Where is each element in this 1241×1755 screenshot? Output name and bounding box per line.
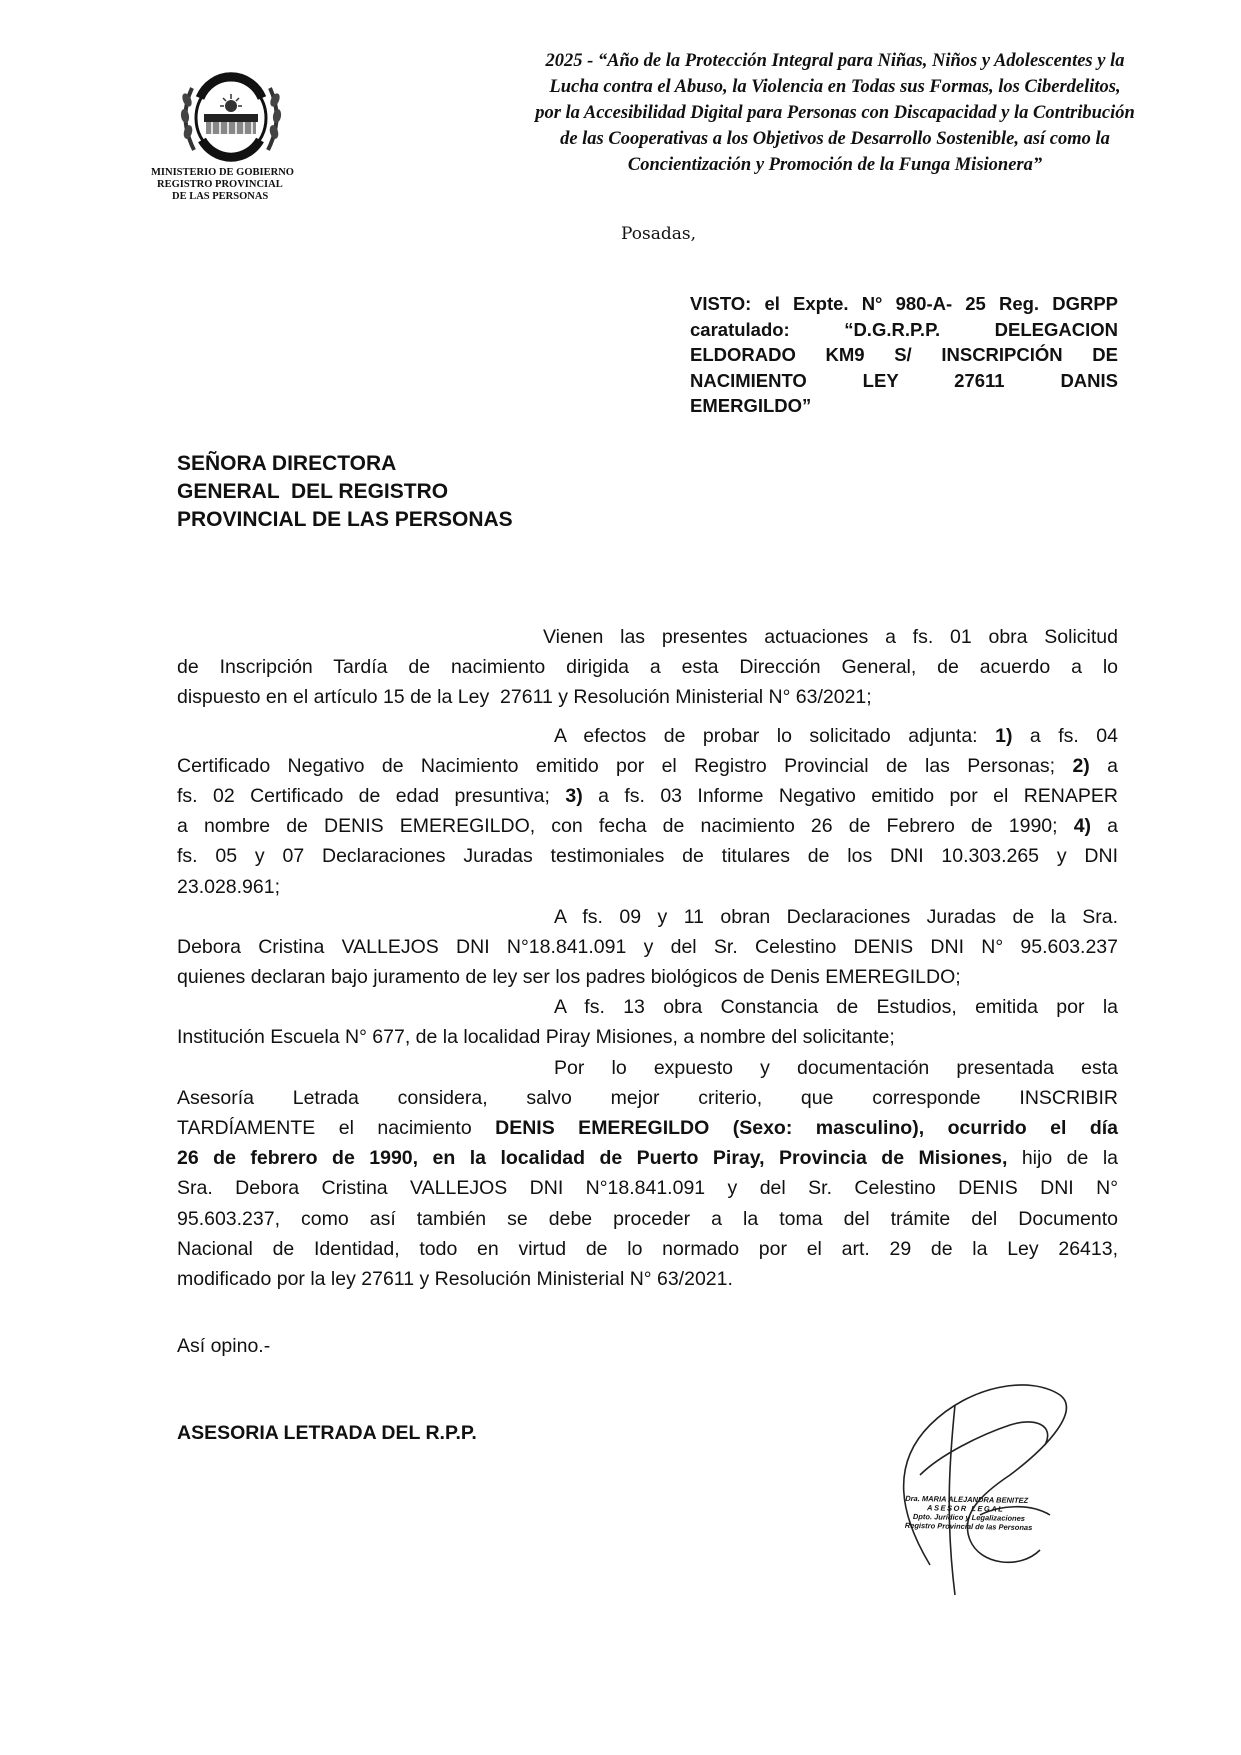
stamp-line: Dpto. Jurídico y Legalizaciones — [912, 1512, 1026, 1523]
text: a fs. 04 — [1012, 724, 1118, 747]
stamp-line: ASESOR LEGAL — [927, 1503, 1005, 1514]
ministry-line: DE LAS PERSONAS — [172, 191, 269, 202]
item-number: 4) — [1073, 815, 1092, 838]
year-motto — [480, 48, 1190, 178]
body-line: Vienen las presentes actuaciones a fs. 01 obra Solicitud — [543, 626, 1118, 648]
official-stamp — [905, 1494, 1036, 1532]
body-line: Sra. Debora Cristina VALLEJOS DNI N°18.841.091 y del Sr. Celestino DENIS DNI N° — [177, 1177, 1118, 1200]
motto-line: de las Cooperativas a los Objetivos de Desarrollo Sostenible, así como la — [560, 129, 1110, 149]
body-line — [177, 781, 1118, 811]
body-line: Nacional de Identidad, todo en virtud de lo normado por el art. 29 de la Ley 26413, — [177, 1237, 1118, 1260]
document-body — [177, 622, 1118, 1294]
emphasis: DENIS EMEREGILDO (Sexo: masculino), ocurrido el día — [495, 1117, 1118, 1139]
body-line: Asesoría Letrada considera, salvo mejor criterio, que corresponde INSCRIBIR — [177, 1086, 1118, 1109]
body-line — [177, 1113, 1118, 1143]
ministry-heading — [130, 167, 340, 203]
addressee-line: GENERAL DEL REGISTRO — [177, 480, 449, 503]
visto-line: EMERGILDO” — [690, 395, 812, 416]
body-line: Institución Escuela N° 677, de la localidad Piray Misiones, a nombre del solicitante; — [177, 1026, 895, 1049]
closing-phrase: Así opino.- — [177, 1335, 271, 1357]
addressee-line: PROVINCIAL DE LAS PERSONAS — [177, 508, 513, 531]
paragraph-gap — [177, 713, 1118, 721]
text: a nombre de DENIS EMEREGILDO, con fecha de nacimiento 26 de Febrero de 1990; — [177, 815, 1074, 838]
stamp-line: Registro Provincial de las Personas — [904, 1520, 1033, 1533]
body-line — [177, 811, 1118, 841]
body-line: 23.028.961; — [177, 875, 281, 898]
body-line: A fs. 09 y 11 obran Declaraciones Juradas de la Sra. — [554, 905, 1118, 928]
visto-block — [690, 291, 1118, 419]
text: a — [1091, 815, 1118, 838]
handwritten-signature — [860, 1365, 1085, 1615]
text: hijo de la — [1007, 1147, 1118, 1170]
body-line: de Inscripción Tardía de nacimiento dirigida a esta Dirección General, de acuerdo a lo — [177, 656, 1118, 679]
motto-line: por la Accesibilidad Digital para Personas con Discapacidad y la Contribución — [535, 103, 1135, 123]
motto-line: 2025 - “Año de la Protección Integral para Niñas, Niños y Adolescentes y la — [545, 51, 1125, 71]
motto-line: Lucha contra el Abuso, la Violencia en Todas sus Formas, los Ciberdelitos, — [549, 77, 1121, 97]
body-line: A fs. 13 obra Constancia de Estudios, emitida por la — [554, 996, 1118, 1019]
body-line — [177, 1143, 1118, 1173]
item-number: 2) — [1072, 754, 1090, 777]
visto-line: NACIMIENTO LEY 27611 DANIS — [690, 369, 1118, 391]
motto-line: Concientización y Promoción de la Funga Misionera” — [627, 155, 1043, 175]
body-line: modificado por la ley 27611 y Resolución Ministerial N° 63/2021. — [177, 1267, 733, 1290]
province-coat-of-arms — [178, 68, 284, 168]
item-number: 3) — [565, 784, 583, 807]
stamp-line: Dra. MARIA ALEJANDRA BENITEZ — [905, 1493, 1029, 1506]
text: TARDÍAMENTE el nacimiento — [177, 1117, 496, 1139]
addressee-line: SEÑORA DIRECTORA — [177, 452, 397, 475]
addressee — [177, 450, 513, 534]
body-line: dispuesto en el artículo 15 de la Ley 27611 y Resolución Ministerial N° 63/2021; — [177, 686, 872, 709]
body-line: fs. 05 y 07 Declaraciones Juradas testimoniales de titulares de los DNI 10.303.265 y DNI — [177, 845, 1118, 868]
body-line: quienes declaran bajo juramento de ley ser los padres biológicos de Denis EMEREGILDO; — [177, 966, 961, 989]
ministry-line: REGISTRO PROVINCIAL — [157, 179, 283, 190]
body-line: Debora Cristina VALLEJOS DNI N°18.841.091 y del Sr. Celestino DENIS DNI N° 95.603.237 — [177, 935, 1118, 958]
emphasis: 26 de febrero de 1990, en la localidad de Puerto Piray, Provincia de Misiones, — [177, 1147, 1008, 1170]
place-date: Posadas, — [621, 224, 696, 244]
item-number: 1) — [995, 724, 1013, 747]
text: A efectos de probar lo solicitado adjunta: — [554, 724, 996, 747]
visto-line: ELDORADO KM9 S/ INSCRIPCIÓN DE — [690, 344, 1118, 365]
body-line: 95.603.237, como así también se debe proceder a la toma del trámite del Documento — [177, 1207, 1118, 1230]
visto-line: caratulado: “D.G.R.P.P. DELEGACION — [690, 318, 1118, 340]
text: Certificado Negativo de Nacimiento emitido por el Registro Provincial de las Personas; — [177, 754, 1073, 777]
text: a — [1089, 754, 1118, 777]
signer-office: ASESORIA LETRADA DEL R.P.P. — [177, 1422, 477, 1444]
visto-line: VISTO: el Expte. N° 980-A- 25 Reg. DGRPP — [690, 293, 1118, 314]
body-line — [177, 721, 1118, 751]
body-line — [177, 751, 1118, 781]
ministry-line: MINISTERIO DE GOBIERNO — [151, 167, 294, 178]
text: fs. 02 Certificado de edad presuntiva; — [177, 784, 566, 807]
body-line: Por lo expuesto y documentación presentada esta — [554, 1056, 1118, 1079]
text: a fs. 03 Informe Negativo emitido por el RENAPER — [582, 784, 1118, 807]
